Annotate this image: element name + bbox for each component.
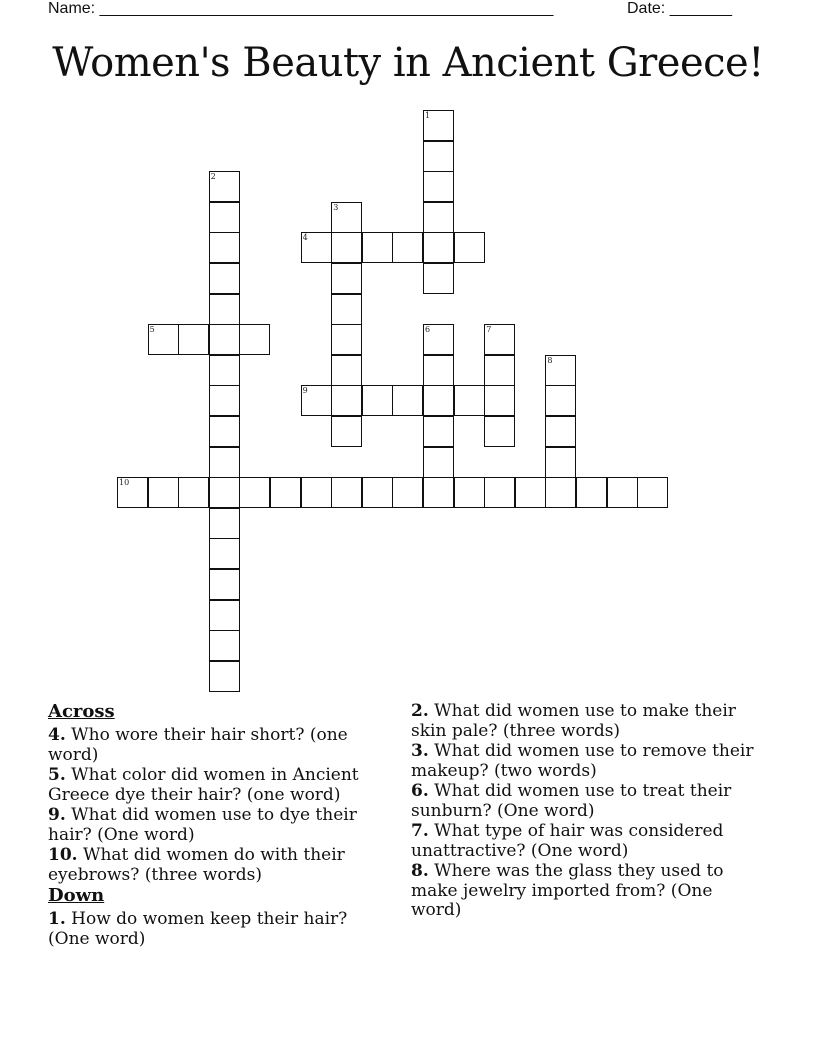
clue-item bbox=[48, 726, 388, 765]
clue-text: How do women keep their hair? (One word) bbox=[48, 909, 348, 949]
grid-cell[interactable] bbox=[209, 416, 240, 447]
grid-cell[interactable] bbox=[148, 477, 179, 508]
grid-cell[interactable] bbox=[423, 263, 454, 294]
grid-cell[interactable] bbox=[423, 232, 454, 263]
clue-item bbox=[411, 822, 756, 861]
clue-number: 6. bbox=[411, 781, 429, 801]
grid-cell[interactable] bbox=[392, 477, 423, 508]
clue-text: Who wore their hair short? (one word) bbox=[48, 725, 348, 765]
clue-number: 10. bbox=[48, 845, 78, 865]
grid-cell[interactable] bbox=[331, 232, 362, 263]
down-clue-list-left bbox=[48, 910, 388, 949]
grid-cell[interactable] bbox=[331, 416, 362, 447]
clue-text: What did women use to remove their makeup? (two words) bbox=[411, 741, 754, 781]
clue-item bbox=[48, 846, 388, 885]
grid-cell[interactable] bbox=[178, 324, 209, 355]
clue-number-label: 3 bbox=[333, 202, 339, 212]
grid-cell[interactable] bbox=[637, 477, 668, 508]
grid-cell[interactable] bbox=[515, 477, 546, 508]
grid-cell[interactable] bbox=[607, 477, 638, 508]
clue-item bbox=[48, 806, 388, 845]
clue-text: What color did women in Ancient Greece dye their hair? (one word) bbox=[48, 765, 359, 805]
grid-cell[interactable] bbox=[331, 202, 362, 233]
clue-number: 4. bbox=[48, 725, 66, 745]
grid-cell[interactable] bbox=[209, 538, 240, 569]
clue-number: 2. bbox=[411, 701, 429, 721]
clue-number: 1. bbox=[48, 909, 66, 929]
grid-cell[interactable] bbox=[423, 416, 454, 447]
clue-text: What did women use to treat their sunburn? (One word) bbox=[411, 781, 732, 821]
clues-left-column bbox=[48, 702, 388, 950]
grid-cell[interactable] bbox=[362, 385, 393, 416]
clue-text: What did women use to dye their hair? (One word) bbox=[48, 805, 357, 845]
grid-cell[interactable] bbox=[362, 477, 393, 508]
grid-cell[interactable] bbox=[301, 232, 332, 263]
clue-text: Where was the glass they used to make jewelry imported from? (One word) bbox=[411, 861, 724, 920]
page-title: Women's Beauty in Ancient Greece! bbox=[52, 40, 764, 86]
grid-cell[interactable] bbox=[331, 477, 362, 508]
grid-cell[interactable] bbox=[209, 630, 240, 661]
across-clue-list bbox=[48, 726, 388, 885]
grid-cell[interactable] bbox=[331, 385, 362, 416]
clue-item bbox=[48, 766, 388, 805]
grid-cell[interactable] bbox=[239, 477, 270, 508]
grid-cell[interactable] bbox=[209, 171, 240, 202]
clue-number-label: 7 bbox=[486, 325, 492, 335]
clue-text: What type of hair was considered unattractive? (One word) bbox=[411, 821, 724, 861]
grid-cell[interactable] bbox=[454, 385, 485, 416]
clue-number-label: 4 bbox=[302, 233, 308, 243]
clue-text: What did women do with their eyebrows? (three words) bbox=[48, 845, 345, 885]
clue-number-label: 6 bbox=[425, 325, 431, 335]
grid-cell[interactable] bbox=[484, 324, 515, 355]
grid-cell[interactable] bbox=[148, 324, 179, 355]
grid-cell[interactable] bbox=[545, 355, 576, 386]
grid-cell[interactable] bbox=[576, 477, 607, 508]
grid-cell[interactable] bbox=[392, 232, 423, 263]
grid-cell[interactable] bbox=[331, 263, 362, 294]
clue-item bbox=[411, 862, 756, 921]
date-field[interactable]: Date: _______ bbox=[627, 0, 732, 17]
grid-cell[interactable] bbox=[423, 477, 454, 508]
grid-cell[interactable] bbox=[209, 600, 240, 631]
down-heading: Down bbox=[48, 885, 105, 906]
clue-number-label: 2 bbox=[210, 172, 216, 182]
down-clue-list-right bbox=[411, 702, 756, 921]
clue-number-label: 9 bbox=[302, 386, 308, 396]
clue-item bbox=[48, 910, 388, 949]
clue-text: What did women use to make their skin pale? (three words) bbox=[411, 701, 736, 741]
clue-number-label: 1 bbox=[425, 111, 431, 120]
grid-cell[interactable] bbox=[209, 324, 240, 355]
grid-cell[interactable] bbox=[362, 232, 393, 263]
grid-cell[interactable] bbox=[117, 477, 148, 508]
clue-item bbox=[411, 702, 756, 741]
grid-cell[interactable] bbox=[484, 477, 515, 508]
clue-number: 7. bbox=[411, 821, 429, 841]
grid-cell[interactable] bbox=[454, 232, 485, 263]
grid-cell[interactable] bbox=[209, 385, 240, 416]
grid-cell[interactable] bbox=[484, 385, 515, 416]
grid-cell[interactable] bbox=[484, 355, 515, 386]
grid-cell[interactable] bbox=[209, 661, 240, 692]
grid-cell[interactable] bbox=[423, 355, 454, 386]
grid-cell[interactable] bbox=[331, 294, 362, 325]
grid-cell[interactable] bbox=[423, 447, 454, 478]
clue-number: 8. bbox=[411, 861, 429, 881]
clue-number: 9. bbox=[48, 805, 66, 825]
grid-cell[interactable] bbox=[209, 355, 240, 386]
grid-cell[interactable] bbox=[545, 447, 576, 478]
grid-cell[interactable] bbox=[209, 294, 240, 325]
grid-cell[interactable] bbox=[239, 324, 270, 355]
grid-cell[interactable] bbox=[209, 263, 240, 294]
clue-item bbox=[411, 742, 756, 781]
grid-cell[interactable] bbox=[484, 416, 515, 447]
name-field[interactable]: Name: ___________________________________________________ bbox=[48, 0, 554, 17]
clue-item bbox=[411, 782, 756, 821]
grid-cell[interactable] bbox=[392, 385, 423, 416]
grid-cell[interactable] bbox=[270, 477, 301, 508]
grid-cell[interactable] bbox=[545, 416, 576, 447]
grid-cell[interactable] bbox=[331, 324, 362, 355]
grid-cell[interactable] bbox=[454, 477, 485, 508]
clues-right-column bbox=[411, 702, 756, 922]
grid-cell[interactable] bbox=[423, 202, 454, 233]
clue-number-label: 10 bbox=[119, 478, 130, 488]
grid-cell[interactable] bbox=[545, 385, 576, 416]
grid-cell[interactable] bbox=[209, 202, 240, 233]
grid-cell[interactable] bbox=[209, 447, 240, 478]
grid-cell[interactable] bbox=[423, 110, 454, 141]
grid-cell[interactable] bbox=[301, 385, 332, 416]
grid-cell[interactable] bbox=[209, 477, 240, 508]
grid-cell[interactable] bbox=[423, 171, 454, 202]
clue-number-label: 5 bbox=[149, 325, 155, 335]
grid-cell[interactable] bbox=[331, 355, 362, 386]
clue-number: 5. bbox=[48, 765, 66, 785]
clue-number: 3. bbox=[411, 741, 429, 761]
grid-cell[interactable] bbox=[423, 385, 454, 416]
grid-cell[interactable] bbox=[423, 324, 454, 355]
grid-cell[interactable] bbox=[178, 477, 209, 508]
grid-cell[interactable] bbox=[209, 232, 240, 263]
grid-cell[interactable] bbox=[301, 477, 332, 508]
grid-cell[interactable] bbox=[209, 569, 240, 600]
grid-cell[interactable] bbox=[545, 477, 576, 508]
grid-cell[interactable] bbox=[423, 141, 454, 172]
grid-cell[interactable] bbox=[209, 508, 240, 539]
clue-number-label: 8 bbox=[547, 355, 553, 365]
across-heading: Across bbox=[48, 701, 115, 722]
